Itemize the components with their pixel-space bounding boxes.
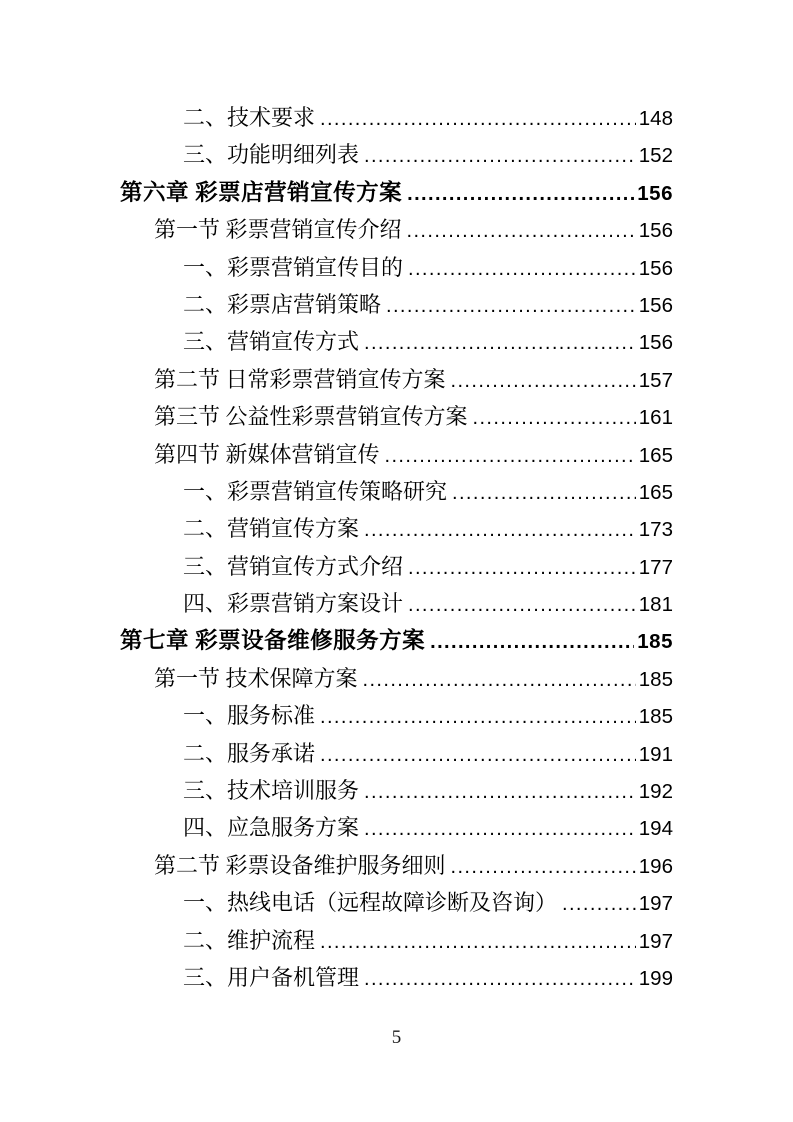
toc-entry-page-number: 196 [638,854,673,878]
toc-entry-page-number: 148 [638,107,673,130]
toc-entry[interactable] [120,697,673,734]
toc-entry-page-number: 185 [638,705,673,729]
toc-leader-dots [407,174,634,213]
toc-leader-dots [562,884,636,923]
toc-leader-dots [364,323,636,362]
toc-entry-title: 第二节 彩票设备维护服务细则 [154,852,446,878]
toc-entry-page-number: 156 [638,219,673,243]
toc-entry-page-number: 194 [638,817,673,841]
toc-entry-page-number: 185 [638,667,673,691]
toc-entry-page-number: 156 [638,293,673,317]
toc-entry-title: 第七章 彩票设备维修服务方案 [120,628,426,654]
toc-entry-title: 第一节 彩票营销宣传介绍 [154,217,402,243]
toc-entry-page-number: 173 [638,518,673,542]
toc-entry-title: 一、热线电话（远程故障诊断及咨询） [183,890,558,916]
toc-entry-page-number: 157 [638,368,673,392]
toc-entry-page-number: 191 [638,742,673,766]
toc-leader-dots [407,211,636,250]
toc-list [120,99,673,996]
toc-entry-title: 四、应急服务方案 [183,815,360,841]
toc-entry-title: 三、营销宣传方式 [183,329,360,355]
toc-leader-dots [451,847,636,886]
toc-entry[interactable] [120,211,673,248]
toc-entry-page-number: 197 [638,892,673,916]
toc-entry[interactable] [120,249,673,286]
toc-entry-title: 二、营销宣传方案 [183,516,360,542]
toc-leader-dots [473,398,636,437]
toc-entry-title: 第四节 新媒体营销宣传 [154,441,380,467]
toc-leader-dots [320,697,636,736]
toc-entry-title: 第二节 日常彩票营销宣传方案 [154,366,446,392]
toc-entry[interactable] [120,809,673,846]
toc-leader-dots [430,622,634,661]
toc-entry-page-number: 165 [638,480,673,504]
toc-entry[interactable] [120,286,673,323]
toc-entry[interactable] [120,847,673,884]
toc-leader-dots [364,959,636,998]
toc-leader-dots [363,660,636,699]
toc-entry-title: 一、彩票营销宣传目的 [183,254,404,280]
toc-entry-page-number: 177 [638,555,673,579]
toc-entry-title: 二、彩票店营销策略 [183,291,382,317]
toc-entry[interactable] [120,361,673,398]
toc-leader-dots [364,510,636,549]
toc-entry-title: 第一节 技术保障方案 [154,665,358,691]
toc-entry-title: 三、用户备机管理 [183,964,360,990]
toc-entry-page-number: 156 [638,256,673,280]
toc-entry-title: 一、服务标准 [183,703,316,729]
toc-leader-dots [320,922,636,961]
toc-leader-dots [408,548,636,587]
toc-entry-title: 二、技术要求 [183,105,316,130]
toc-leader-dots [385,436,636,475]
toc-entry[interactable] [120,510,673,547]
toc-leader-dots [364,809,636,848]
toc-entry[interactable] [120,398,673,435]
toc-leader-dots [364,136,636,175]
toc-leader-dots [320,99,636,138]
toc-leader-dots [408,249,636,288]
toc-entry-page-number: 161 [638,406,673,430]
toc-entry-page-number: 185 [637,630,673,654]
toc-entry[interactable] [120,660,673,697]
toc-entry[interactable] [120,473,673,510]
toc-entry-page-number: 156 [638,331,673,355]
toc-leader-dots [364,772,636,811]
toc-leader-dots [451,361,636,400]
toc-entry-title: 一、彩票营销宣传策略研究 [183,478,448,504]
toc-entry[interactable] [120,136,673,173]
toc-leader-dots [408,585,636,624]
toc-entry-title: 第三节 公益性彩票营销宣传方案 [154,404,468,430]
toc-entry-page-number: 199 [638,966,673,990]
toc-entry[interactable] [120,548,673,585]
toc-entry[interactable] [120,922,673,959]
toc-entry-title: 四、彩票营销方案设计 [183,591,404,617]
toc-entry-page-number: 192 [638,780,673,804]
toc-entry[interactable] [120,99,673,136]
toc-entry-page-number: 181 [638,593,673,617]
toc-entry[interactable] [120,735,673,772]
toc-entry-title: 三、营销宣传方式介绍 [183,553,404,579]
toc-entry[interactable] [120,959,673,996]
page-number: 5 [391,1027,402,1048]
toc-entry[interactable] [120,884,673,921]
toc-leader-dots [452,473,636,512]
toc-entry[interactable] [120,323,673,360]
toc-entry-title: 第六章 彩票店营销宣传方案 [120,179,403,205]
toc-entry-title: 三、功能明细列表 [183,142,360,168]
toc-entry-page-number: 165 [638,443,673,467]
toc-entry[interactable] [120,174,673,211]
toc-entry[interactable] [120,772,673,809]
toc-entry-title: 二、服务承诺 [183,740,316,766]
toc-entry-page-number: 152 [638,144,673,168]
toc-leader-dots [386,286,636,325]
toc-entry-title: 三、技术培训服务 [183,778,360,804]
toc-entry-title: 二、维护流程 [183,927,316,953]
toc-leader-dots [320,735,636,774]
toc-entry-page-number: 197 [638,929,673,953]
toc-entry[interactable] [120,436,673,473]
toc-entry-page-number: 156 [637,181,673,205]
toc-entry[interactable] [120,585,673,622]
toc-entry[interactable] [120,622,673,659]
